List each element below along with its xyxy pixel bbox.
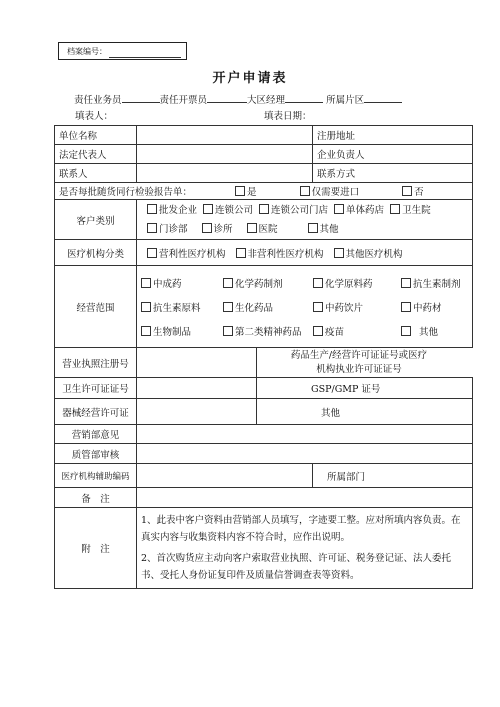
archive-number-field[interactable]: [109, 47, 181, 58]
checkbox[interactable]: [259, 204, 269, 214]
marketing-opinion-field[interactable]: [137, 425, 473, 444]
customer-type-option[interactable]: [390, 201, 431, 220]
legal-rep-label: 法定代表人: [55, 145, 137, 164]
checkbox[interactable]: [401, 278, 411, 288]
scope-option[interactable]: [141, 324, 217, 338]
option-label: 否: [414, 187, 424, 198]
invoicer-label: 责任开票员: [159, 95, 208, 106]
checkbox[interactable]: [402, 186, 412, 196]
customer-type-option[interactable]: [247, 220, 278, 239]
gsp-label: GSP/GMP 证号: [257, 378, 473, 399]
scope-option[interactable]: [223, 300, 307, 314]
scope-label: 经营范围: [55, 266, 137, 348]
checkbox[interactable]: [202, 223, 212, 233]
med-class-label: 医疗机构分类: [55, 240, 137, 266]
checkbox[interactable]: [313, 302, 323, 312]
med-class-option[interactable]: [334, 246, 403, 260]
archive-number-label: 档案编号：: [67, 47, 107, 56]
option-label: 批发企业: [159, 204, 198, 216]
med-code-label: 医疗机构辅助编码: [55, 464, 137, 488]
inspection-import-only-option[interactable]: [300, 187, 360, 198]
note-1: 1、此表中客户资料由营销部人员填写，字迹要工整。应对所填内容负责。在真实内容与收集资料内容不符合时，应作出说明。: [141, 515, 461, 543]
inspection-no-option[interactable]: [402, 187, 424, 198]
option-label: 门诊部: [159, 223, 188, 235]
option-label: 其他: [319, 223, 339, 235]
page-title: 开户申请表: [212, 71, 288, 86]
regional-manager-field[interactable]: [285, 92, 323, 103]
other-label: 其他: [257, 399, 473, 425]
checkbox[interactable]: [223, 278, 233, 288]
option-label: 生化药品: [235, 302, 274, 314]
option-label: 抗生素原料: [153, 302, 201, 314]
inspection-yes-option[interactable]: [235, 187, 257, 198]
application-form: [54, 125, 473, 589]
contact-method-cell[interactable]: [313, 164, 473, 183]
contact-label: 联系人: [55, 164, 137, 183]
option-label: 抗生素制剂: [413, 278, 461, 290]
checkbox[interactable]: [141, 302, 151, 312]
med-code-field[interactable]: [137, 464, 313, 488]
customer-type-option[interactable]: [259, 201, 328, 220]
salesperson-label: 责任业务员: [74, 95, 122, 106]
option-label: 仅需要进口: [311, 187, 360, 198]
option-label: 化学药制剂: [235, 278, 283, 290]
scope-option[interactable]: [313, 300, 395, 314]
contact-method-label: 联系方式: [317, 169, 356, 180]
checkbox[interactable]: [141, 326, 151, 336]
note-2: 2、首次购货应主动向客户索取营业执照、许可证、税务登记证、法人委托书、受托人身份证复印件及质量信誉调查表等资料。: [141, 553, 452, 581]
checkbox[interactable]: [147, 223, 157, 233]
device-permit-label: 器械经营许可证: [55, 399, 137, 425]
customer-type-label: 客户类别: [55, 200, 137, 240]
checkbox[interactable]: [390, 204, 400, 214]
option-label: 单体药店: [346, 204, 385, 216]
checkbox[interactable]: [203, 204, 213, 214]
legal-rep-field[interactable]: [137, 145, 313, 164]
scope-option[interactable]: [141, 300, 217, 314]
qa-review-field[interactable]: [137, 444, 473, 464]
archive-number-box: [58, 42, 187, 60]
remarks-field[interactable]: [137, 488, 473, 508]
health-permit-field[interactable]: [137, 378, 257, 399]
device-permit-field[interactable]: [137, 399, 257, 425]
checkbox[interactable]: [334, 248, 344, 258]
regional-manager-label: 大区经理: [247, 95, 286, 106]
checkbox[interactable]: [313, 326, 323, 336]
appendix-label: 附 注: [55, 508, 137, 589]
option-label: 是: [247, 187, 257, 198]
qa-review-label: 质管部审核: [55, 444, 137, 464]
option-label: 连锁公司门店: [271, 204, 329, 216]
checkbox[interactable]: [223, 302, 233, 312]
option-label: 连锁公司: [215, 204, 254, 216]
enterprise-head-label: 企业负责人: [317, 150, 365, 161]
scope-option[interactable]: [141, 276, 217, 290]
option-label: 疫苗: [325, 326, 345, 338]
scope-options: [137, 266, 473, 348]
biz-license-label: 营业执照注册号: [55, 348, 137, 378]
option-label: 第二类精神药品: [235, 326, 302, 338]
customer-type-option[interactable]: [203, 201, 253, 220]
filler-label: 填表人：: [75, 111, 114, 122]
marketing-opinion-label: 营销部意见: [55, 425, 137, 444]
scope-option[interactable]: [223, 324, 307, 338]
customer-type-option[interactable]: [202, 220, 233, 239]
option-label: 生物制品: [153, 326, 192, 338]
region-label: 所属片区: [326, 95, 365, 106]
option-label: 中成药: [153, 278, 182, 290]
unit-name-label: 单位名称: [55, 126, 137, 145]
med-class-options: [137, 240, 473, 266]
scope-option[interactable]: [401, 276, 475, 290]
option-label: 化学原料药: [325, 278, 373, 290]
responsibility-row: [74, 92, 402, 106]
appendix-notes: [137, 508, 473, 589]
checkbox[interactable]: [401, 326, 411, 336]
checkbox[interactable]: [334, 204, 344, 214]
reg-address-label: 注册地址: [317, 131, 356, 142]
drug-license-label: [257, 348, 473, 378]
health-permit-label: 卫生许可证证号: [55, 378, 137, 399]
customer-type-option[interactable]: [334, 201, 384, 220]
checkbox[interactable]: [236, 248, 246, 258]
department-label: 所属部门: [327, 471, 366, 483]
customer-type-option[interactable]: [147, 201, 197, 220]
contact-field[interactable]: [137, 164, 313, 183]
department-cell: [313, 464, 473, 488]
reg-address-cell[interactable]: [313, 126, 473, 145]
option-label: 其他医疗机构: [345, 248, 403, 260]
salesperson-field[interactable]: [122, 92, 160, 103]
region-field[interactable]: [364, 92, 402, 103]
checkbox[interactable]: [300, 186, 310, 196]
checkbox[interactable]: [141, 278, 151, 288]
option-label: 医院: [258, 223, 278, 235]
checkbox[interactable]: [247, 223, 257, 233]
biz-license-field[interactable]: [137, 348, 257, 378]
option-label: 诊所: [213, 223, 233, 235]
scope-option[interactable]: [401, 300, 475, 314]
unit-name-field[interactable]: [137, 126, 313, 145]
scope-option[interactable]: [401, 324, 475, 338]
customer-type-options: [137, 200, 473, 240]
checkbox[interactable]: [235, 186, 245, 196]
option-label: 中药材: [413, 302, 442, 314]
option-label: 营利性医疗机构: [159, 248, 226, 260]
remarks-label: 备 注: [55, 488, 137, 508]
checkbox[interactable]: [308, 223, 318, 233]
enterprise-head-cell[interactable]: [313, 145, 473, 164]
med-class-option[interactable]: [147, 246, 226, 260]
inspection-report-label: 是否每批随货同行检验报告单：: [59, 187, 193, 198]
scope-option[interactable]: [313, 324, 395, 338]
checkbox[interactable]: [147, 248, 157, 258]
checkbox[interactable]: [313, 278, 323, 288]
scope-option[interactable]: [223, 276, 307, 290]
checkbox[interactable]: [401, 302, 411, 312]
customer-type-option[interactable]: [308, 220, 339, 239]
customer-type-option[interactable]: [147, 220, 188, 239]
inspection-report-row: [55, 183, 473, 200]
drug-license-text: 药品生产/经营许可证证号或医疗机构执业许可证证号: [290, 349, 428, 375]
checkbox[interactable]: [147, 204, 157, 214]
option-label: 其他: [419, 326, 439, 338]
option-label: 卫生院: [402, 204, 431, 216]
invoicer-field[interactable]: [207, 92, 247, 103]
option-label: 非营利性医疗机构: [247, 248, 324, 260]
fill-date-label: 填表日期：: [264, 111, 312, 122]
checkbox[interactable]: [223, 326, 233, 336]
med-class-option[interactable]: [236, 246, 324, 260]
option-label: 中药饮片: [325, 302, 364, 314]
scope-option[interactable]: [313, 276, 395, 290]
